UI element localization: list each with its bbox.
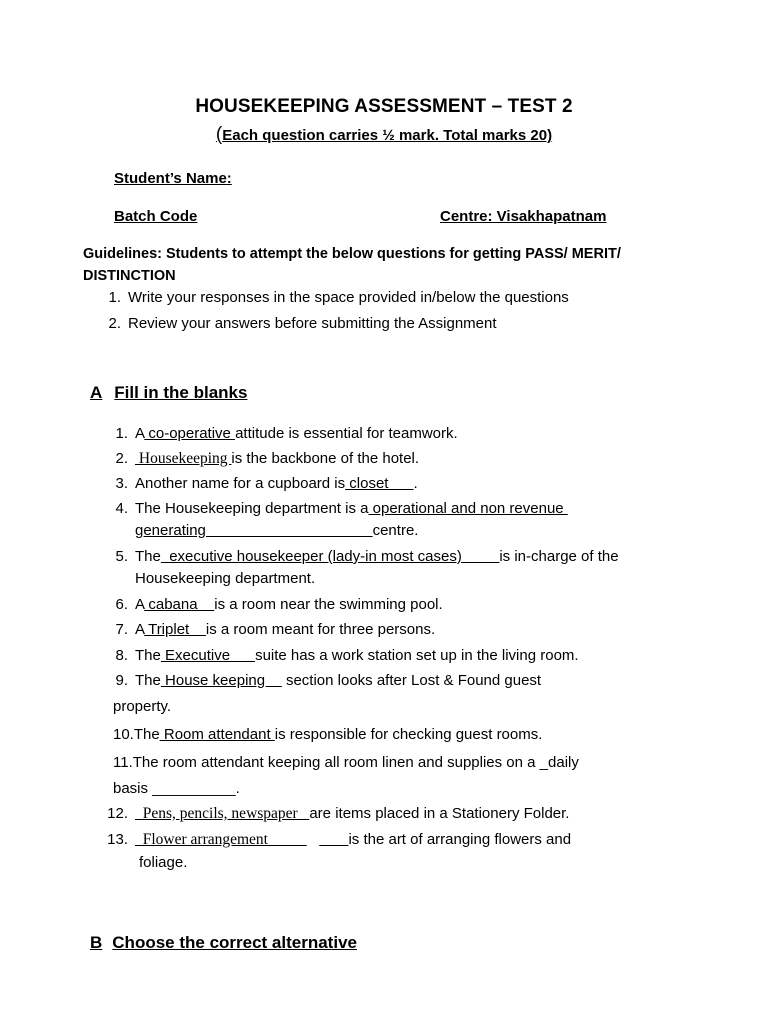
guideline-item xyxy=(99,315,497,332)
question-number: 8. xyxy=(115,647,128,664)
answer-blank: generating xyxy=(135,522,373,539)
guidelines-heading-cont: DISTINCTION xyxy=(83,268,176,284)
question-number: 9. xyxy=(115,672,128,689)
question-text: is a room meant for three persons. xyxy=(205,621,436,638)
question-number: 6. xyxy=(115,596,128,613)
question-8 xyxy=(106,647,579,664)
marks-note-paren: ( xyxy=(215,124,223,145)
question-text: The xyxy=(135,647,161,664)
question-text: is a room near the swimming pool. xyxy=(214,596,443,613)
guideline-number: 2. xyxy=(108,315,121,332)
batch-code-label: Batch Code xyxy=(114,208,198,225)
guideline-number: 1. xyxy=(108,289,121,306)
question-text: centre. xyxy=(372,522,419,539)
guidelines-heading: Guidelines: Students to attempt the below questions for getting PASS/ MERIT/ xyxy=(83,246,621,262)
question-11: 11.The room attendant keeping all room linen and supplies on a _daily xyxy=(113,754,579,771)
question-text: section looks after Lost & Found guest xyxy=(281,672,542,689)
question-text: is responsible for checking guest rooms. xyxy=(274,726,543,743)
page-title: HOUSEKEEPING ASSESSMENT – TEST 2 xyxy=(195,96,573,117)
question-text: are items placed in a Stationery Folder. xyxy=(309,805,570,822)
question-4-cont xyxy=(135,522,418,539)
answer-blank: operational and non revenue xyxy=(368,500,568,517)
question-text: The xyxy=(135,548,161,565)
question-12 xyxy=(106,805,569,823)
section-a-letter: A xyxy=(90,383,103,402)
section-b-title: Choose the correct alternative xyxy=(112,933,357,952)
question-number: 3. xyxy=(115,475,128,492)
question-text: suite has a work station set up in the living room. xyxy=(255,647,579,664)
question-3 xyxy=(106,475,418,492)
answer-blank: cabana xyxy=(144,596,215,613)
marks-note-text: Each question carries ½ mark. Total marks 20) xyxy=(222,127,553,144)
question-4 xyxy=(106,500,568,517)
question-number: 2. xyxy=(115,450,128,467)
question-text: Another name for a cupboard is xyxy=(135,475,346,492)
answer-blank: Executive xyxy=(160,647,256,664)
question-text: is in-charge of the xyxy=(499,548,619,565)
question-13-cont: foliage. xyxy=(139,854,188,871)
question-text: 10.The xyxy=(113,726,160,743)
question-7 xyxy=(106,621,435,638)
question-text: basis xyxy=(113,780,153,797)
answer-blank: Room attendant xyxy=(159,726,275,743)
guideline-text: Review your answers before submitting the Assignment xyxy=(128,315,497,332)
student-name-label: Student’s Name: xyxy=(114,170,232,187)
answer-blank: co-operative xyxy=(144,425,236,442)
question-number: 12. xyxy=(107,805,128,822)
guideline-item xyxy=(99,289,569,306)
question-text: The Housekeeping department is a xyxy=(135,500,369,517)
section-b-letter: B xyxy=(90,933,103,952)
question-number: 1. xyxy=(115,425,128,442)
answer-blank: closet xyxy=(345,475,414,492)
question-5 xyxy=(106,548,619,565)
question-text: is the art of arranging flowers and xyxy=(348,831,572,848)
spacer xyxy=(307,831,320,848)
answer-blank: __________ xyxy=(152,780,236,797)
answer-blank: House keeping xyxy=(160,672,282,689)
section-b-heading xyxy=(90,933,357,953)
question-text: A xyxy=(135,621,145,638)
question-text: A xyxy=(135,596,145,613)
answer-blank: executive housekeeper (lady-in most cases) xyxy=(160,548,500,565)
question-text: . xyxy=(413,475,418,492)
question-text: attitude is essential for teamwork. xyxy=(235,425,458,442)
question-9 xyxy=(106,672,541,689)
question-text: is the backbone of the hotel. xyxy=(231,450,420,467)
question-number: 4. xyxy=(115,500,128,517)
answer-blank xyxy=(319,831,348,848)
section-a-heading xyxy=(90,383,247,403)
question-text: A xyxy=(135,425,145,442)
guideline-text: Write your responses in the space provided in/below the questions xyxy=(128,289,569,306)
section-a-title: Fill in the blanks xyxy=(114,383,248,402)
question-10 xyxy=(113,726,542,743)
question-text: The xyxy=(135,672,161,689)
centre-label: Centre: Visakhapatnam xyxy=(440,208,607,225)
question-9-cont: property. xyxy=(113,698,172,715)
question-number: 7. xyxy=(115,621,128,638)
marks-note xyxy=(0,124,768,146)
answer-blank: Pens, pencils, newspaper xyxy=(135,805,310,822)
answer-blank: Triplet xyxy=(144,621,206,638)
question-number: 5. xyxy=(115,548,128,565)
question-1 xyxy=(106,425,458,442)
question-13 xyxy=(106,831,571,849)
question-6 xyxy=(106,596,443,613)
question-number: 13. xyxy=(107,831,128,848)
question-2 xyxy=(106,450,419,468)
answer-blank: Housekeeping xyxy=(135,450,232,467)
answer-blank: Flower arrangement xyxy=(135,831,307,848)
question-text: . xyxy=(235,780,240,797)
question-11-cont xyxy=(113,780,240,797)
question-5-cont: Housekeeping department. xyxy=(135,570,316,587)
